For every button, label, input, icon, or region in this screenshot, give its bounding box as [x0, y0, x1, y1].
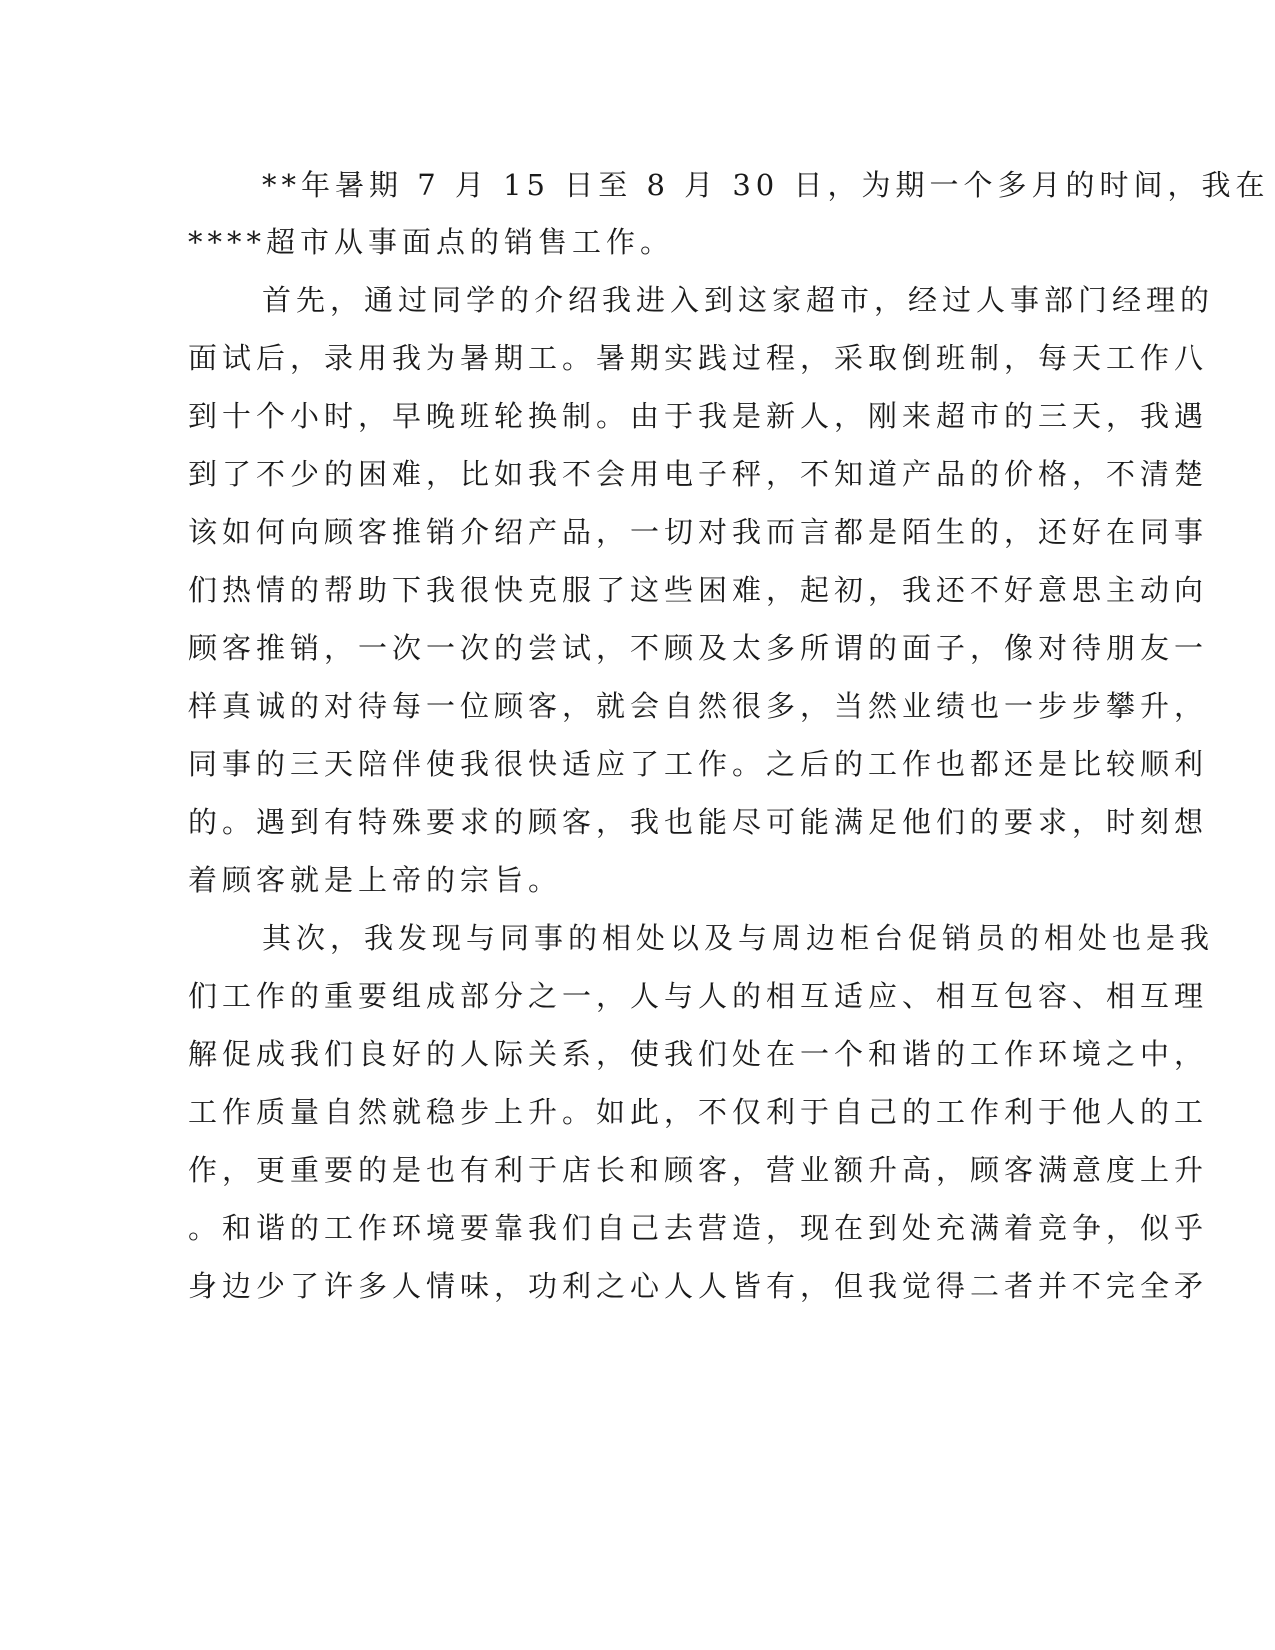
paragraph-line: 面试后，录用我为暑期工。暑期实践过程，采取倒班制，每天工作八 — [188, 341, 1209, 375]
paragraph-line: 其次，我发现与同事的相处以及与周边柜台促销员的相处也是我 — [262, 921, 1215, 955]
paragraph-line: 该如何向顾客推销介绍产品，一切对我而言都是陌生的，还好在同事 — [188, 515, 1209, 549]
paragraph-line: 的。遇到有特殊要求的顾客，我也能尽可能满足他们的要求，时刻想 — [188, 805, 1209, 839]
paragraph-line: 。和谐的工作环境要靠我们自己去营造，现在到处充满着竞争，似乎 — [188, 1211, 1209, 1245]
paragraph-line: 着顾客就是上帝的宗旨。 — [188, 863, 563, 897]
paragraph-line: 身边少了许多人情味，功利之心人人皆有，但我觉得二者并不完全矛 — [188, 1269, 1209, 1303]
paragraph-line: 同事的三天陪伴使我很快适应了工作。之后的工作也都还是比较顺利 — [188, 747, 1209, 781]
paragraph-line: **年暑期 7 月 15 日至 8 月 30 日，为期一个多月的时间，我在 — [262, 168, 1270, 202]
paragraph-line: 作，更重要的是也有利于店长和顾客，营业额升高，顾客满意度上升 — [188, 1153, 1209, 1187]
paragraph-line: 们工作的重要组成部分之一，人与人的相互适应、相互包容、相互理 — [188, 979, 1209, 1013]
paragraph-line: 顾客推销，一次一次的尝试，不顾及太多所谓的面子，像对待朋友一 — [188, 631, 1209, 665]
paragraph-line: 到了不少的困难，比如我不会用电子秤，不知道产品的价格，不清楚 — [188, 457, 1209, 491]
paragraph-line: 首先，通过同学的介绍我进入到这家超市，经过人事部门经理的 — [262, 283, 1215, 317]
paragraph-line: 解促成我们良好的人际关系，使我们处在一个和谐的工作环境之中， — [188, 1037, 1209, 1071]
paragraph-line: 样真诚的对待每一位顾客，就会自然很多，当然业绩也一步步攀升， — [188, 689, 1209, 723]
paragraph-line: 到十个小时，早晚班轮换制。由于我是新人，刚来超市的三天，我遇 — [188, 399, 1209, 433]
paragraph-line: ****超市从事面点的销售工作。 — [188, 225, 675, 259]
paragraph-line: 们热情的帮助下我很快克服了这些困难，起初，我还不好意思主动向 — [188, 573, 1209, 607]
paragraph-line: 工作质量自然就稳步上升。如此，不仅利于自己的工作利于他人的工 — [188, 1095, 1209, 1129]
